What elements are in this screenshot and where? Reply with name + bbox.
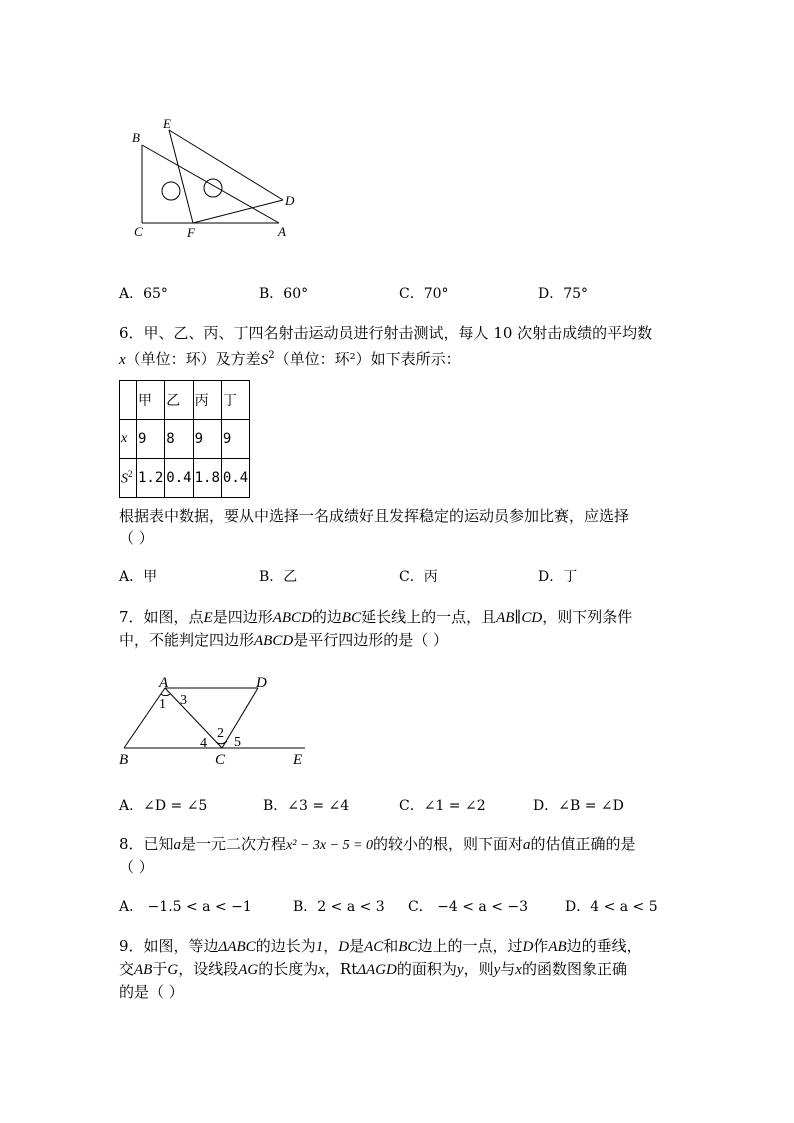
table-cell: 9 (137, 420, 165, 459)
table-cell: 0.4 (165, 459, 193, 498)
label-a: A (278, 224, 286, 239)
segment-ef (169, 130, 193, 223)
q8-stem-line1 (119, 834, 636, 856)
q7-option-a: A．∠D = ∠5 (119, 798, 208, 814)
table-header-ding: 丁 (221, 381, 249, 420)
q8-option-b: B．2 < a < 3 (293, 899, 385, 915)
q9-text: 边上的一点，过 (417, 937, 523, 955)
q5-option-c: C．70° (399, 286, 449, 302)
table-cell: 0.4 (221, 459, 249, 498)
q9-text: 交 (119, 960, 135, 978)
label-b: B (119, 752, 129, 768)
q9-var-bc: BC (398, 939, 418, 955)
q9-var-ab: AB (134, 962, 153, 978)
q8-option-a: A． −1.5 < a < −1 (119, 899, 252, 915)
label-d: D (256, 675, 267, 691)
q6-stem-line4: （ ） (119, 529, 154, 547)
q9-text: 的边长为 (255, 937, 316, 955)
q9-stem-line2 (119, 959, 627, 980)
table-row-s-label (120, 459, 137, 498)
q6-var-s: S (260, 352, 269, 368)
q7-var-bc: BC (341, 610, 362, 626)
label-c: C (134, 224, 143, 239)
label-d: D (285, 193, 295, 208)
label-c: C (215, 752, 226, 768)
q9-value-one: 1 (315, 939, 324, 955)
q9-text: 和 (383, 937, 399, 955)
segment-ba (142, 145, 279, 223)
segment-ac (165, 688, 222, 748)
q7-option-d: D．∠B = ∠D (533, 798, 624, 814)
q8-text: 是一元二次方程 (181, 835, 287, 853)
q6-var-s-exp: 2 (268, 350, 275, 361)
q9-triangle-abc: ΔABC (218, 939, 256, 955)
q9-var-y: y (456, 962, 464, 978)
q9-stem-line3: 的是（ ） (119, 983, 184, 1001)
q5-option-b: B．60° (259, 286, 309, 302)
table-cell: 9 (193, 420, 221, 459)
q6-option-a: A．甲 (119, 569, 158, 585)
label-e: E (293, 752, 303, 768)
q6-var-x: x (119, 352, 126, 368)
q9-text: ， (323, 937, 339, 955)
table-header-blank (120, 381, 137, 420)
q9-text: 边的垂线， (566, 937, 642, 955)
q6-option-c: C．丙 (399, 569, 438, 585)
q7-text: 的边 (311, 608, 342, 626)
segment-ed (169, 130, 283, 200)
table-row-s-exp: 2 (128, 468, 133, 479)
q7-text: 延长线上的一点，且 (361, 608, 497, 626)
label-b: B (132, 130, 140, 145)
q9-var-d: D (338, 939, 350, 955)
table-header-bing: 丙 (193, 381, 221, 420)
q9-text: 9．如图，等边 (119, 937, 219, 955)
table-cell: 8 (165, 420, 193, 459)
q7-var-abcd: ABCD (254, 633, 294, 649)
q6-score-table (119, 380, 250, 498)
angle-arc-a (161, 694, 170, 696)
angle-label-5: 5 (234, 735, 241, 750)
table-row (120, 420, 250, 459)
q7-parallelogram-figure (115, 668, 315, 773)
q8-option-c: C． −4 < a < −3 (408, 899, 529, 915)
q7-var-abcd: ABCD (272, 610, 312, 626)
q9-text: ，则 (463, 960, 494, 978)
q9-var-ab: AB (548, 939, 567, 955)
q8-equation: x² − 3x − 5 = 0 (286, 838, 374, 853)
q9-stem-line1 (119, 936, 642, 957)
label-e: E (163, 116, 171, 131)
q9-text: 的长度为 (258, 960, 319, 978)
q5-triangle-figure (125, 110, 315, 245)
table-cell: 9 (221, 420, 249, 459)
circle-hole-left (162, 182, 180, 200)
q9-var-d: D (522, 939, 534, 955)
table-header-yi: 乙 (165, 381, 193, 420)
table-header-row (120, 381, 250, 420)
label-f: F (187, 225, 195, 240)
q7-text: 是四边形 (212, 608, 273, 626)
q8-text: 8．已知 (119, 835, 174, 853)
table-cell: 1.8 (193, 459, 221, 498)
q5-option-a: A．65° (119, 286, 168, 302)
q9-var-ac: AC (364, 939, 384, 955)
q9-text: 的函数图象正确 (521, 960, 627, 978)
q6-line2-part-b: （单位：环²）如下表所示： (274, 350, 461, 368)
q5-option-d: D．75° (538, 286, 589, 302)
angle-label-3: 3 (180, 693, 187, 708)
q7-text: 是平行四边形的是（ ） (293, 631, 448, 649)
q6-line2-part-a: （单位：环）及方差 (125, 350, 261, 368)
q9-text: 作 (533, 937, 549, 955)
table-cell: 1.2 (137, 459, 165, 498)
q6-option-d: D．丁 (538, 569, 578, 585)
q6-stem-line2 (119, 346, 461, 370)
q7-stem-line1 (119, 607, 632, 628)
q9-var-g: G (167, 962, 179, 978)
q7-text: 中，不能判定四边形 (119, 631, 255, 649)
q7-parallel-expr: AB∥CD (496, 610, 543, 626)
q6-stem-line3: 根据表中数据，要从中选择一名成绩好且发挥稳定的运动员参加比赛，应选择 (119, 507, 630, 525)
q6-stem-line1: 6．甲、乙、丙、丁四名射击运动员进行射击测试，每人 10 次射击成绩的平均数 (119, 324, 653, 342)
q9-var-x: x (515, 962, 522, 978)
table-row-s-letter: S (121, 471, 128, 487)
angle-label-4: 4 (200, 736, 207, 751)
q9-text: ，设线段 (178, 960, 239, 978)
q7-option-c: C．∠1 = ∠2 (399, 798, 486, 814)
q7-stem-line2 (119, 630, 448, 651)
q7-var-e: E (203, 610, 213, 626)
table-row-x-label: x (120, 420, 137, 459)
q7-text: ，则下列条件 (542, 608, 633, 626)
table-header-jia: 甲 (137, 381, 165, 420)
q9-triangle-agd: ΔAGD (357, 962, 397, 978)
q8-var-a: a (523, 837, 531, 853)
q9-text: 于 (152, 960, 168, 978)
q9-text: 是 (349, 937, 365, 955)
angle-label-1: 1 (159, 697, 166, 712)
q9-var-x: x (318, 962, 325, 978)
angle-label-2: 2 (217, 726, 224, 741)
q8-option-d: D．4 < a < 5 (565, 899, 658, 915)
q9-text: 的面积为 (396, 960, 457, 978)
q7-text: 7．如图，点 (119, 608, 204, 626)
q9-text: 与 (500, 960, 516, 978)
q9-rt-label: Rt (339, 960, 358, 978)
table-row (120, 459, 250, 498)
q8-stem-line2: （ ） (119, 858, 154, 876)
q8-var-a: a (173, 837, 182, 853)
circle-hole-right (204, 179, 222, 197)
segment-fd (193, 200, 283, 223)
q7-option-b: B．∠3 = ∠4 (263, 798, 350, 814)
q9-text: ， (324, 960, 340, 978)
q8-text: 的较小的根，则下面对 (373, 835, 524, 853)
q8-text: 的估值正确的是 (530, 835, 636, 853)
q9-var-y: y (493, 962, 501, 978)
q6-option-b: B．乙 (259, 569, 298, 585)
q9-var-ag: AG (238, 962, 259, 978)
label-a: A (159, 675, 169, 691)
